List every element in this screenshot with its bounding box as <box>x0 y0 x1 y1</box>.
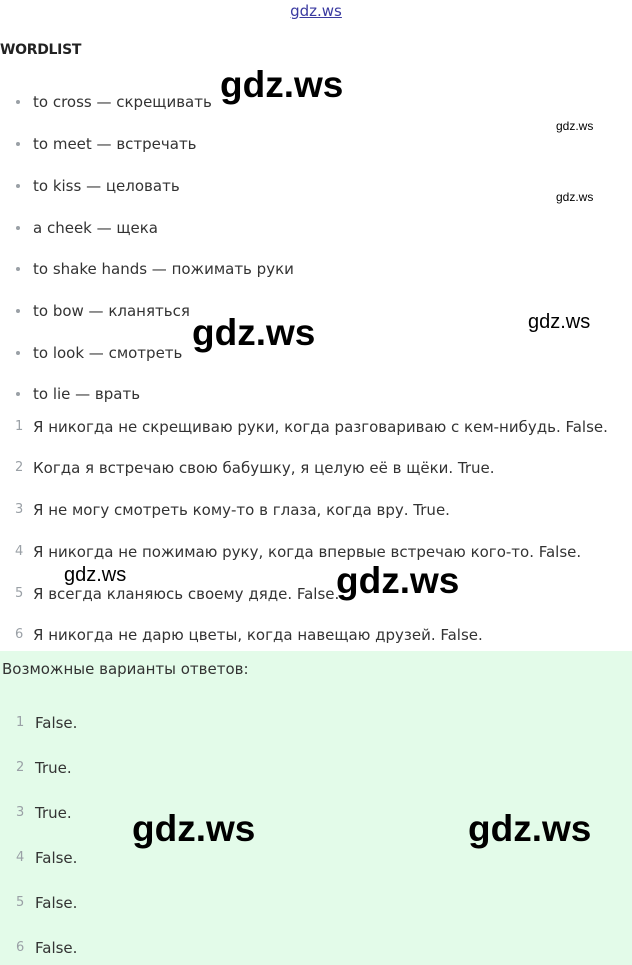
wordlist-item-text: to kiss — целовать <box>33 177 180 195</box>
answer-number: 3 <box>16 805 25 820</box>
bullet-icon <box>16 392 20 396</box>
watermark: gdz.ws <box>64 564 127 586</box>
answer-number: 6 <box>16 940 25 955</box>
statement-text: Я никогда не дарю цветы, когда навещаю друзей. False. <box>33 626 483 644</box>
statement-number: 5 <box>15 586 24 601</box>
wordlist-item-text: a cheek — щека <box>33 219 159 237</box>
bullet-icon <box>16 351 20 355</box>
answers-title: Возможные варианты ответов: <box>2 660 249 678</box>
watermark: gdz.ws <box>528 311 591 333</box>
statement-text: Я никогда не пожимаю руку, когда впервые встречаю кого-то. False. <box>33 543 582 561</box>
answer-text: False. <box>35 714 78 732</box>
watermark: gdz.ws <box>192 312 316 353</box>
wordlist-item-text: to meet — встречать <box>33 135 197 153</box>
answer-text: False. <box>35 894 78 912</box>
statement-text: Я не могу смотреть кому-то в глаза, когда вру. True. <box>33 501 450 519</box>
statement-number: 1 <box>15 419 24 434</box>
bullet-icon <box>16 267 20 271</box>
bullet-icon <box>16 100 20 104</box>
wordlist-item-text: to look — смотреть <box>33 344 183 362</box>
site-link[interactable]: gdz.ws <box>290 2 342 20</box>
watermark: gdz.ws <box>336 560 460 601</box>
wordlist-item-text: to bow — кланяться <box>33 302 190 320</box>
statement-number: 2 <box>15 460 24 475</box>
bullet-icon <box>16 184 20 188</box>
statement-number: 4 <box>15 544 24 559</box>
statement-text: Я никогда не скрещиваю руки, когда разговариваю с кем-нибудь. False. <box>33 418 608 436</box>
statement-number: 3 <box>15 502 24 517</box>
answer-text: False. <box>35 849 78 867</box>
statement-text: Я всегда кланяюсь своему дяде. False. <box>33 585 340 603</box>
answer-text: True. <box>35 759 72 777</box>
answer-number: 4 <box>16 850 25 865</box>
wordlist-heading: WORDLIST <box>0 42 82 58</box>
statement-text: Когда я встречаю свою бабушку, я целую её в щёки. True. <box>33 459 495 477</box>
wordlist-item-text: to lie — врать <box>33 385 141 403</box>
bullet-icon <box>16 142 20 146</box>
answer-number: 5 <box>16 895 25 910</box>
watermark: gdz.ws <box>468 808 592 849</box>
watermark: gdz.ws <box>220 64 344 105</box>
statement-number: 6 <box>15 627 24 642</box>
wordlist-item-text: to shake hands — пожимать руки <box>33 260 294 278</box>
answer-number: 1 <box>16 715 25 730</box>
watermark: gdz.ws <box>556 119 594 133</box>
bullet-icon <box>16 226 20 230</box>
bullet-icon <box>16 309 20 313</box>
answer-number: 2 <box>16 760 25 775</box>
watermark: gdz.ws <box>132 808 256 849</box>
answer-text: False. <box>35 939 78 957</box>
watermark: gdz.ws <box>556 190 594 204</box>
answer-text: True. <box>35 804 72 822</box>
wordlist-item-text: to cross — скрещивать <box>33 93 212 111</box>
